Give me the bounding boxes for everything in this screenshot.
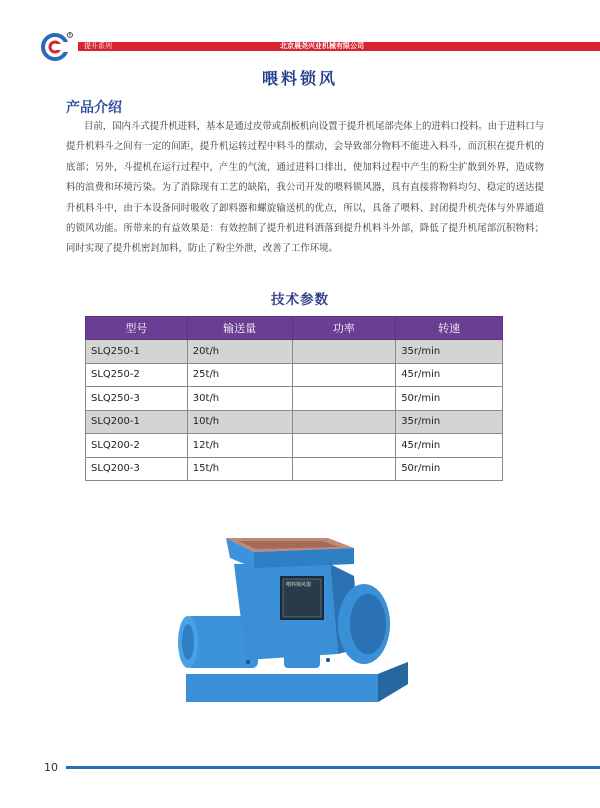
table-row [86, 387, 503, 411]
header-section-label: 提升系列 [84, 42, 112, 50]
cell-power [292, 410, 396, 434]
column-header-power: 功率 [292, 317, 396, 340]
cell-capacity: 12t/h [187, 434, 292, 458]
cell-speed: 45r/min [396, 434, 503, 458]
table-row [86, 340, 503, 364]
product-image-feeder-airlock [168, 524, 430, 714]
column-header-speed: 转速 [396, 317, 503, 340]
cell-capacity: 20t/h [187, 340, 292, 364]
table-row [86, 410, 503, 434]
cell-capacity: 25t/h [187, 363, 292, 387]
column-header-model: 型号 [86, 317, 188, 340]
cell-model: SLQ250-1 [86, 340, 188, 364]
company-logo-icon [40, 30, 74, 62]
header-company-name: 北京晨尧兴业机械有限公司 [280, 42, 364, 50]
cell-power [292, 387, 396, 411]
spec-table-header-row [86, 317, 503, 340]
cell-model: SLQ200-3 [86, 457, 188, 481]
cell-model: SLQ250-2 [86, 363, 188, 387]
intro-paragraph: 目前，国内斗式提升机进料，基本是通过皮带或刮板机向设置于提升机尾部壳体上的进料口投料。由于进料口与提升机料斗之间有一定的间距，提升机运转过程中料斗的摆动，会导致部分物料不能进入料斗，而沉积在提升机的底部；另外，斗提机在运行过程中，产生的气流，通过进料口排出，使加料过程中产生的粉尘扩散到外界，造成物料的浪费和环境污染。为了消除现有工艺的缺陷，我公司开发的喂料锁风器，具有直接将物料均匀、稳定的送达提升机料斗中，由于本设备同时吸收了卸料器和螺旋输送机的优点，所以，具备了喂料、封闭提升机壳体与外界通道的锁风功能。所带来的有益效果是：有效控制了提升机进料洒落到提升机料斗外部，降低了提升机尾部沉积物料；同时实现了提升机密封加料，防止了粉尘外泄，改善了工作环境。 [66, 121, 544, 255]
table-row [86, 434, 503, 458]
product-plate-text: 喂料锁风器 [286, 582, 312, 588]
footer-line [66, 766, 600, 769]
cell-power [292, 434, 396, 458]
cell-model: SLQ200-2 [86, 434, 188, 458]
cell-capacity: 30t/h [187, 387, 292, 411]
cell-speed: 50r/min [396, 387, 503, 411]
cell-power [292, 457, 396, 481]
column-header-capacity: 输送量 [187, 317, 292, 340]
params-title: 技术参数 [271, 292, 329, 308]
intro-heading: 产品介绍 [66, 100, 122, 116]
page-number: 10 [44, 761, 58, 774]
table-row [86, 363, 503, 387]
cell-power [292, 340, 396, 364]
spec-table [85, 316, 503, 481]
page-title: 喂料锁风 [261, 69, 338, 88]
cell-speed: 35r/min [396, 410, 503, 434]
cell-power [292, 363, 396, 387]
cell-speed: 35r/min [396, 340, 503, 364]
svg-text:R: R [68, 32, 72, 38]
cell-model: SLQ200-1 [86, 410, 188, 434]
cell-speed: 50r/min [396, 457, 503, 481]
table-row [86, 457, 503, 481]
cell-model: SLQ250-3 [86, 387, 188, 411]
cell-capacity: 15t/h [187, 457, 292, 481]
cell-capacity: 10t/h [187, 410, 292, 434]
cell-speed: 45r/min [396, 363, 503, 387]
